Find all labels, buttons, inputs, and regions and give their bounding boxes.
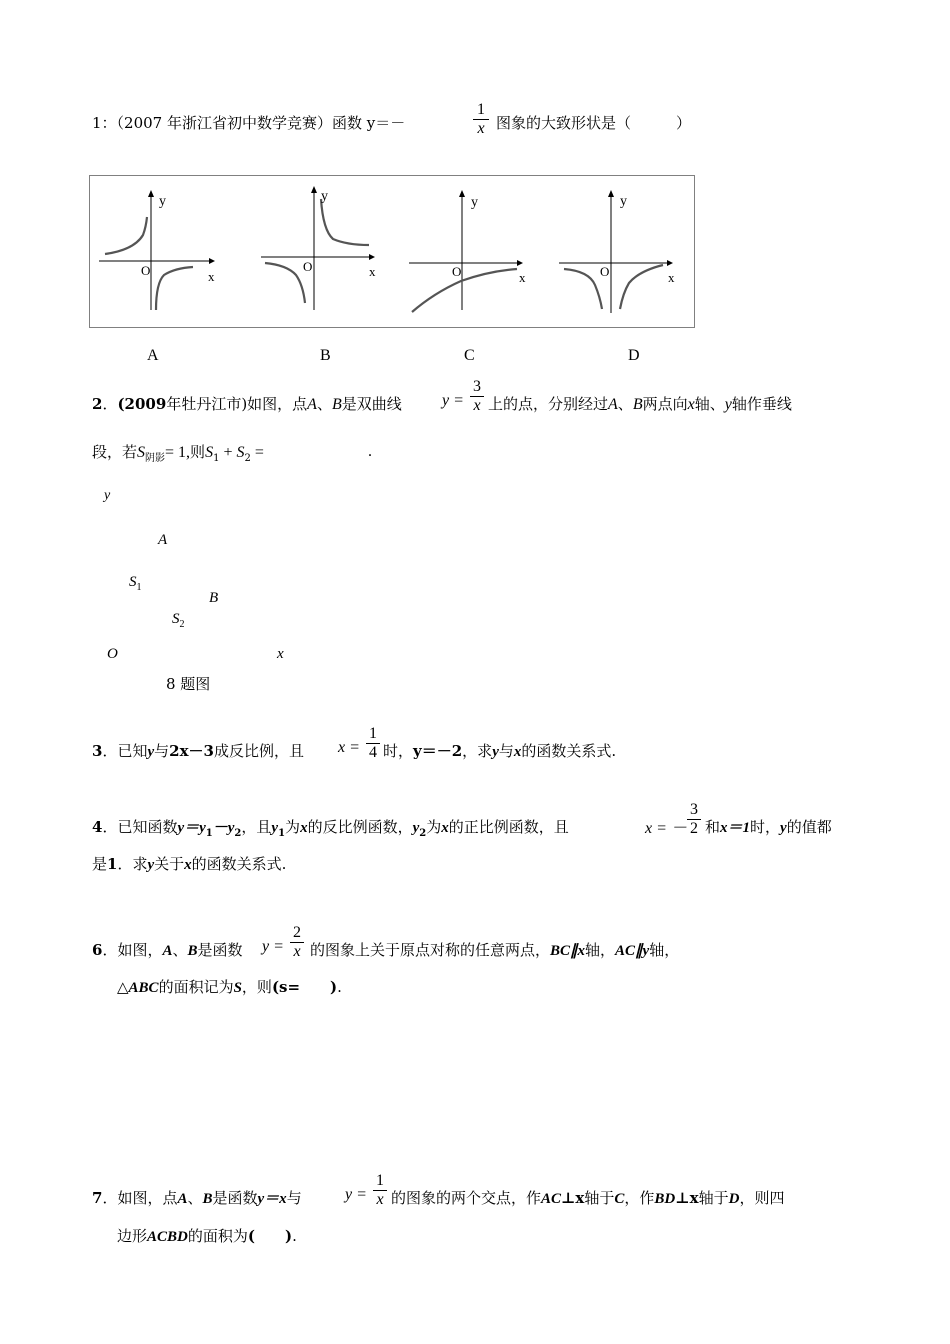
q2-line1: 2．(2009年牡丹江市)如图，点A、B是双曲线 <box>92 395 402 413</box>
graph-a-y-label: y <box>159 194 166 209</box>
graph-d-x-label: x <box>668 270 675 285</box>
q1-frac-den: x <box>477 120 485 137</box>
q7-number: 7 <box>92 1189 103 1207</box>
q2-fig-a-label: A <box>158 532 168 548</box>
option-d-label: D <box>628 347 640 364</box>
q6-y-eq: y = <box>262 938 284 955</box>
q2-number: 2 <box>92 395 103 413</box>
q6-fraction: 2 x <box>290 924 304 961</box>
q7-line1: 7．如图，点A、B是函数y＝x与 <box>92 1189 302 1207</box>
graph-d <box>559 190 673 313</box>
q2-period: . <box>368 443 372 460</box>
graph-c-y-label: y <box>471 195 478 210</box>
q3-x-eq: x = <box>338 739 360 756</box>
q6-line2: △ABC的面积记为S，则(s= ). <box>117 978 342 996</box>
graph-a <box>99 190 215 310</box>
q3-number: 3 <box>92 742 103 760</box>
q2-fig-s1-label: $S_1$ <box>129 574 142 593</box>
q2-y-eq: y = <box>442 392 464 409</box>
graph-d-y-label: y <box>620 194 627 209</box>
graph-a-x-label: x <box>208 269 215 284</box>
q2-fraction: 3 x <box>470 378 484 415</box>
q3-text-rest: 时，y＝－2，求y与x的函数关系式. <box>383 742 617 760</box>
q4-number: 4 <box>92 818 103 836</box>
q7-fraction: 1 x <box>373 1172 387 1209</box>
q4-line1: 4．已知函数$y=y_1-y_2$，且$y_1$为x的反比例函数，$y_2$为x的正比例函数，且 <box>92 818 569 839</box>
q7-y-eq: y = <box>345 1186 367 1203</box>
q1-suffix: 图象的大致形状是（ ） <box>496 114 692 132</box>
q6-line1: 6．如图，A、B是函数 <box>92 941 243 959</box>
q2-line1-rest: 上的点，分别经过A、B两点向x轴、y轴作垂线 <box>488 395 792 413</box>
option-c-label: C <box>464 347 475 364</box>
q1-fraction <box>473 101 489 138</box>
graph-b-origin-label: O <box>303 259 313 274</box>
q6-line1-rest: 的图象上关于原点对称的任意两点，BC∥x轴，AC∥y轴， <box>310 941 680 959</box>
q3-text: 3．已知y与2x－3成反比例，且 <box>92 742 304 760</box>
graph-d-origin-label: O <box>600 264 610 279</box>
q1-text <box>92 113 405 133</box>
q2-year: (2009 <box>117 395 167 413</box>
q2-fig-s2-label: $S_2$ <box>172 611 185 630</box>
q4-fraction: 3 2 <box>687 801 701 838</box>
option-a-label: A <box>147 347 159 364</box>
q4-line2: 是1．求y关于x的函数关系式. <box>92 855 287 873</box>
option-b-label: B <box>320 347 331 364</box>
q1-prefix: 1：（2007 年浙江省初中数学竞赛）函数 y＝－ <box>92 114 406 132</box>
q2-fig-origin-label: O <box>107 646 118 662</box>
q2-fig-caption: 8 题图 <box>166 675 211 693</box>
graph-b <box>261 186 375 310</box>
graph-c-origin-label: O <box>452 264 462 279</box>
graph-a-origin-label: O <box>141 263 151 278</box>
graph-b-y-label: y <box>321 189 328 204</box>
q6-number: 6 <box>92 941 103 959</box>
q7-line2: 边形ACBD的面积为( ). <box>117 1227 297 1245</box>
q4-line1-rest: 和x＝1时，y的值都 <box>705 818 832 836</box>
q3-fraction: 1 4 <box>366 725 380 762</box>
q7-line1-rest: 的图象的两个交点，作AC⊥x轴于C，作BD⊥x轴于D，则四 <box>391 1189 785 1207</box>
q1-frac-num: 1 <box>477 101 485 118</box>
graph-c-x-label: x <box>519 270 526 285</box>
q2-line2: 段，若$S_{阴影}= 1$,则$S_1 + S_2$ = <box>92 443 264 464</box>
q2-fig-x-label: x <box>277 646 284 662</box>
q1-figure <box>89 175 696 329</box>
q4-x-eq: x = － <box>645 820 687 837</box>
graph-b-x-label: x <box>369 264 376 279</box>
q2-fig-y-label: y <box>104 488 111 503</box>
q2-fig-b-label: B <box>209 590 219 606</box>
graph-c <box>409 190 523 312</box>
q1-figure-border <box>90 176 695 328</box>
